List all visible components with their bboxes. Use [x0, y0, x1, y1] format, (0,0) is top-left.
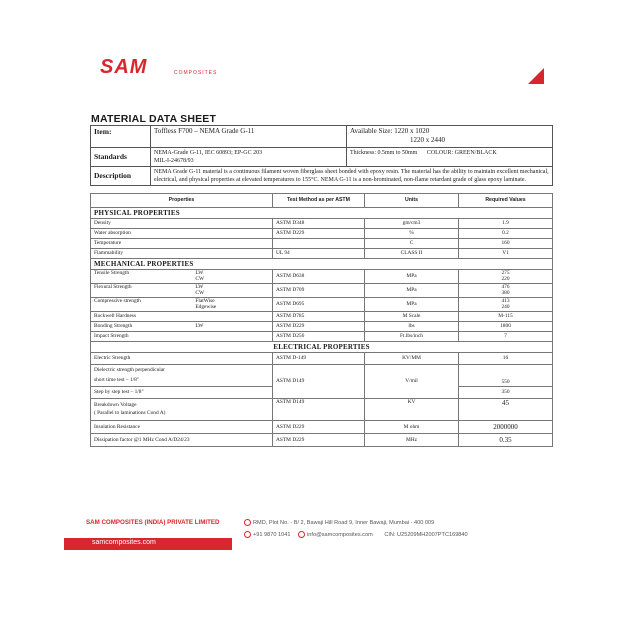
value: [459, 297, 553, 311]
table-row: [91, 433, 553, 446]
footer-cin: CIN: U25209MH2007PTC169840: [384, 531, 468, 538]
location-icon: [244, 519, 251, 526]
corner-triangle-icon: [528, 68, 544, 84]
footer-email[interactable]: info@samcomposites.com: [307, 531, 373, 538]
value: 550: [459, 364, 553, 386]
test-method: ASTM D709: [273, 283, 365, 297]
tensile-value-1: 275: [501, 270, 510, 276]
standards-line-2: MIL-I-24678/93: [154, 157, 194, 164]
test-method: ASTM D229: [273, 433, 365, 446]
compressive-value-1: 413: [501, 297, 510, 304]
flexural-value-1: 476: [501, 283, 510, 290]
compressive-value-2: 240: [501, 304, 510, 311]
description-text: NEMA Grade G-11 material is a continuous filament woven fiberglass sheet bonded with epoxy resin. The material has the ability to maintain excellent mechanical, electrical, and physical properties at elevated temperatures to 155°C. NEMA G-11 is a non-brominated, non-flame retardant grade of glass epoxy laminate.: [151, 167, 553, 186]
property-name: [91, 398, 273, 420]
spec-cell: [347, 147, 553, 166]
test-method: ASTM D229: [273, 229, 365, 239]
property-name: Electric Strength: [91, 352, 273, 364]
test-method: ASTM D229: [273, 420, 365, 433]
value: 7: [459, 331, 553, 341]
unit: KV/MM: [365, 352, 459, 364]
footer-address: RMD, Plot No. - B/ 2, Bawaji Hill Road 9, Inner Bawaji, Mumbai - 400 009: [253, 519, 435, 526]
property-name: Density: [91, 219, 273, 229]
table-row: [91, 270, 553, 284]
unit: M ohm: [365, 420, 459, 433]
column-header-row: [91, 194, 553, 208]
property-name: [91, 364, 273, 386]
breakdown-name-2: ( Parallel to laminations Cond A): [94, 410, 166, 417]
size-label: Available Size: 1220 x 1020: [350, 127, 430, 135]
standards-value: [151, 147, 347, 166]
table-row: [91, 398, 553, 420]
table-row: [91, 321, 553, 331]
col-values: Required Values: [459, 194, 553, 208]
unit: MPa: [365, 270, 459, 284]
tensile-sub-1: LW: [195, 270, 204, 276]
compressive-sub-2: Edgewise: [195, 304, 217, 311]
header-table: [90, 125, 553, 186]
value: 1800: [459, 321, 553, 331]
value: 160: [459, 239, 553, 249]
standards-line-1: NEMA-Grade G-11, IEC 60893; EP-GC 203: [154, 149, 263, 156]
tensile-sub-2: CW: [195, 276, 205, 283]
table-row: [91, 420, 553, 433]
table-row: [91, 352, 553, 364]
item-label: Item:: [91, 126, 151, 148]
value: 350: [459, 386, 553, 398]
size-cell: [347, 126, 553, 148]
test-method: ASTM D695: [273, 297, 365, 311]
footer-phone[interactable]: +91 9870 1041: [253, 531, 291, 538]
unit: MPa: [365, 283, 459, 297]
breakdown-name: Breakdown Voltage: [94, 401, 137, 408]
section-physical: [91, 208, 553, 219]
test-method: [273, 239, 365, 249]
col-properties: Properties: [91, 194, 273, 208]
unit: lbs: [365, 321, 459, 331]
unit: MPa: [365, 297, 459, 311]
property-name: [91, 270, 273, 284]
value: V1: [459, 249, 553, 259]
test-method: ASTM D256: [273, 331, 365, 341]
property-name: Step by step test – 1/8": [91, 386, 273, 398]
property-name: Flammability: [91, 249, 273, 259]
section-title: PHYSICAL PROPERTIES: [91, 208, 553, 219]
col-units: Units: [365, 194, 459, 208]
company-logo: [100, 56, 230, 80]
description-row: [91, 167, 553, 186]
unit: V/mil: [365, 364, 459, 398]
unit: C: [365, 239, 459, 249]
value: [459, 270, 553, 284]
col-test-method: Test Method as per ASTM: [273, 194, 365, 208]
logo-mark: SAM: [100, 56, 148, 78]
table-row: [91, 239, 553, 249]
standards-label: Standards: [91, 147, 151, 166]
value: 16: [459, 352, 553, 364]
footer-website[interactable]: samcomposites.com: [92, 539, 156, 546]
footer-company: SAM COMPOSITES (INDIA) PRIVATE LIMITED: [86, 519, 220, 526]
tensile-value-2: 220: [501, 276, 510, 283]
flexural-name: Flexural Strength: [94, 283, 132, 290]
test-method: ASTM D149: [273, 364, 365, 398]
property-name: Temperature: [91, 239, 273, 249]
size-value-2: 1220 x 2440: [410, 136, 445, 145]
property-name: Dissipation factor @1 MHz Cond A/D24/23: [91, 433, 273, 446]
property-name: Rockwell Hardness: [91, 311, 273, 321]
tensile-name: Tensile Strength: [94, 270, 130, 276]
test-method: ASTM D149: [273, 398, 365, 420]
dielectric-name-2: short time test – 1/8": [94, 376, 140, 383]
unit: CLASS II: [365, 249, 459, 259]
logo-subtitle: COMPOSITES: [174, 70, 218, 76]
value: 45: [459, 398, 553, 420]
property-name: Water absorption: [91, 229, 273, 239]
value: M-115: [459, 311, 553, 321]
unit: MHz: [365, 433, 459, 446]
value: [459, 283, 553, 297]
thickness-value: Thickness: 0.5mm to 50mm: [350, 149, 418, 156]
unit: %: [365, 229, 459, 239]
bonding-name: Bonding Strength: [94, 323, 133, 330]
table-row: [91, 331, 553, 341]
table-row: [91, 311, 553, 321]
page-title: MATERIAL DATA SHEET: [91, 113, 217, 125]
section-title: MECHANICAL PROPERTIES: [91, 259, 553, 270]
compressive-name: Compressive strength: [94, 297, 141, 304]
value: 0.2: [459, 229, 553, 239]
section-electrical: [91, 341, 553, 352]
table-row: [91, 249, 553, 259]
test-method: ASTM D-149: [273, 352, 365, 364]
table-row: [91, 283, 553, 297]
test-method: UL 94: [273, 249, 365, 259]
flexural-sub-1: LW: [195, 283, 204, 290]
table-row: [91, 229, 553, 239]
property-name: [91, 321, 273, 331]
standards-row: [91, 147, 553, 166]
bonding-sub: LW: [195, 323, 204, 330]
properties-table: [90, 193, 553, 447]
description-label: Description: [91, 167, 151, 186]
item-value: Toffless F700 – NEMA Grade G-11: [151, 126, 347, 148]
item-row: [91, 126, 553, 148]
unit: gm/cm3: [365, 219, 459, 229]
test-method: ASTM D229: [273, 321, 365, 331]
test-method: ASTM D348: [273, 219, 365, 229]
table-row: [91, 219, 553, 229]
property-name: Impact Strength: [91, 331, 273, 341]
property-name: [91, 297, 273, 311]
compressive-sub-1: FlatWise: [195, 297, 215, 304]
section-title: ELECTRICAL PROPERTIES: [91, 341, 553, 352]
test-method: ASTM D785: [273, 311, 365, 321]
email-icon: [298, 531, 305, 538]
flexural-sub-2: CW: [195, 290, 205, 297]
table-row: [91, 297, 553, 311]
unit: KV: [365, 398, 459, 420]
phone-icon: [244, 531, 251, 538]
unit: M Scale: [365, 311, 459, 321]
footer-address-line: [244, 519, 434, 526]
dielectric-name: Dielectric strength perpendicular: [94, 367, 165, 374]
unit: Ft.lbs/inch: [365, 331, 459, 341]
value: 0.35: [459, 433, 553, 446]
flexural-value-2: 380: [501, 290, 510, 297]
value: 1.9: [459, 219, 553, 229]
property-name: [91, 283, 273, 297]
colour-value: COLOUR: GREEN/BLACK: [426, 149, 497, 156]
test-method: ASTM D638: [273, 270, 365, 284]
table-row: [91, 364, 553, 386]
footer-contact-line: [244, 531, 468, 538]
property-name: Insulation Resistance: [91, 420, 273, 433]
section-mechanical: [91, 259, 553, 270]
value: 2000000: [459, 420, 553, 433]
